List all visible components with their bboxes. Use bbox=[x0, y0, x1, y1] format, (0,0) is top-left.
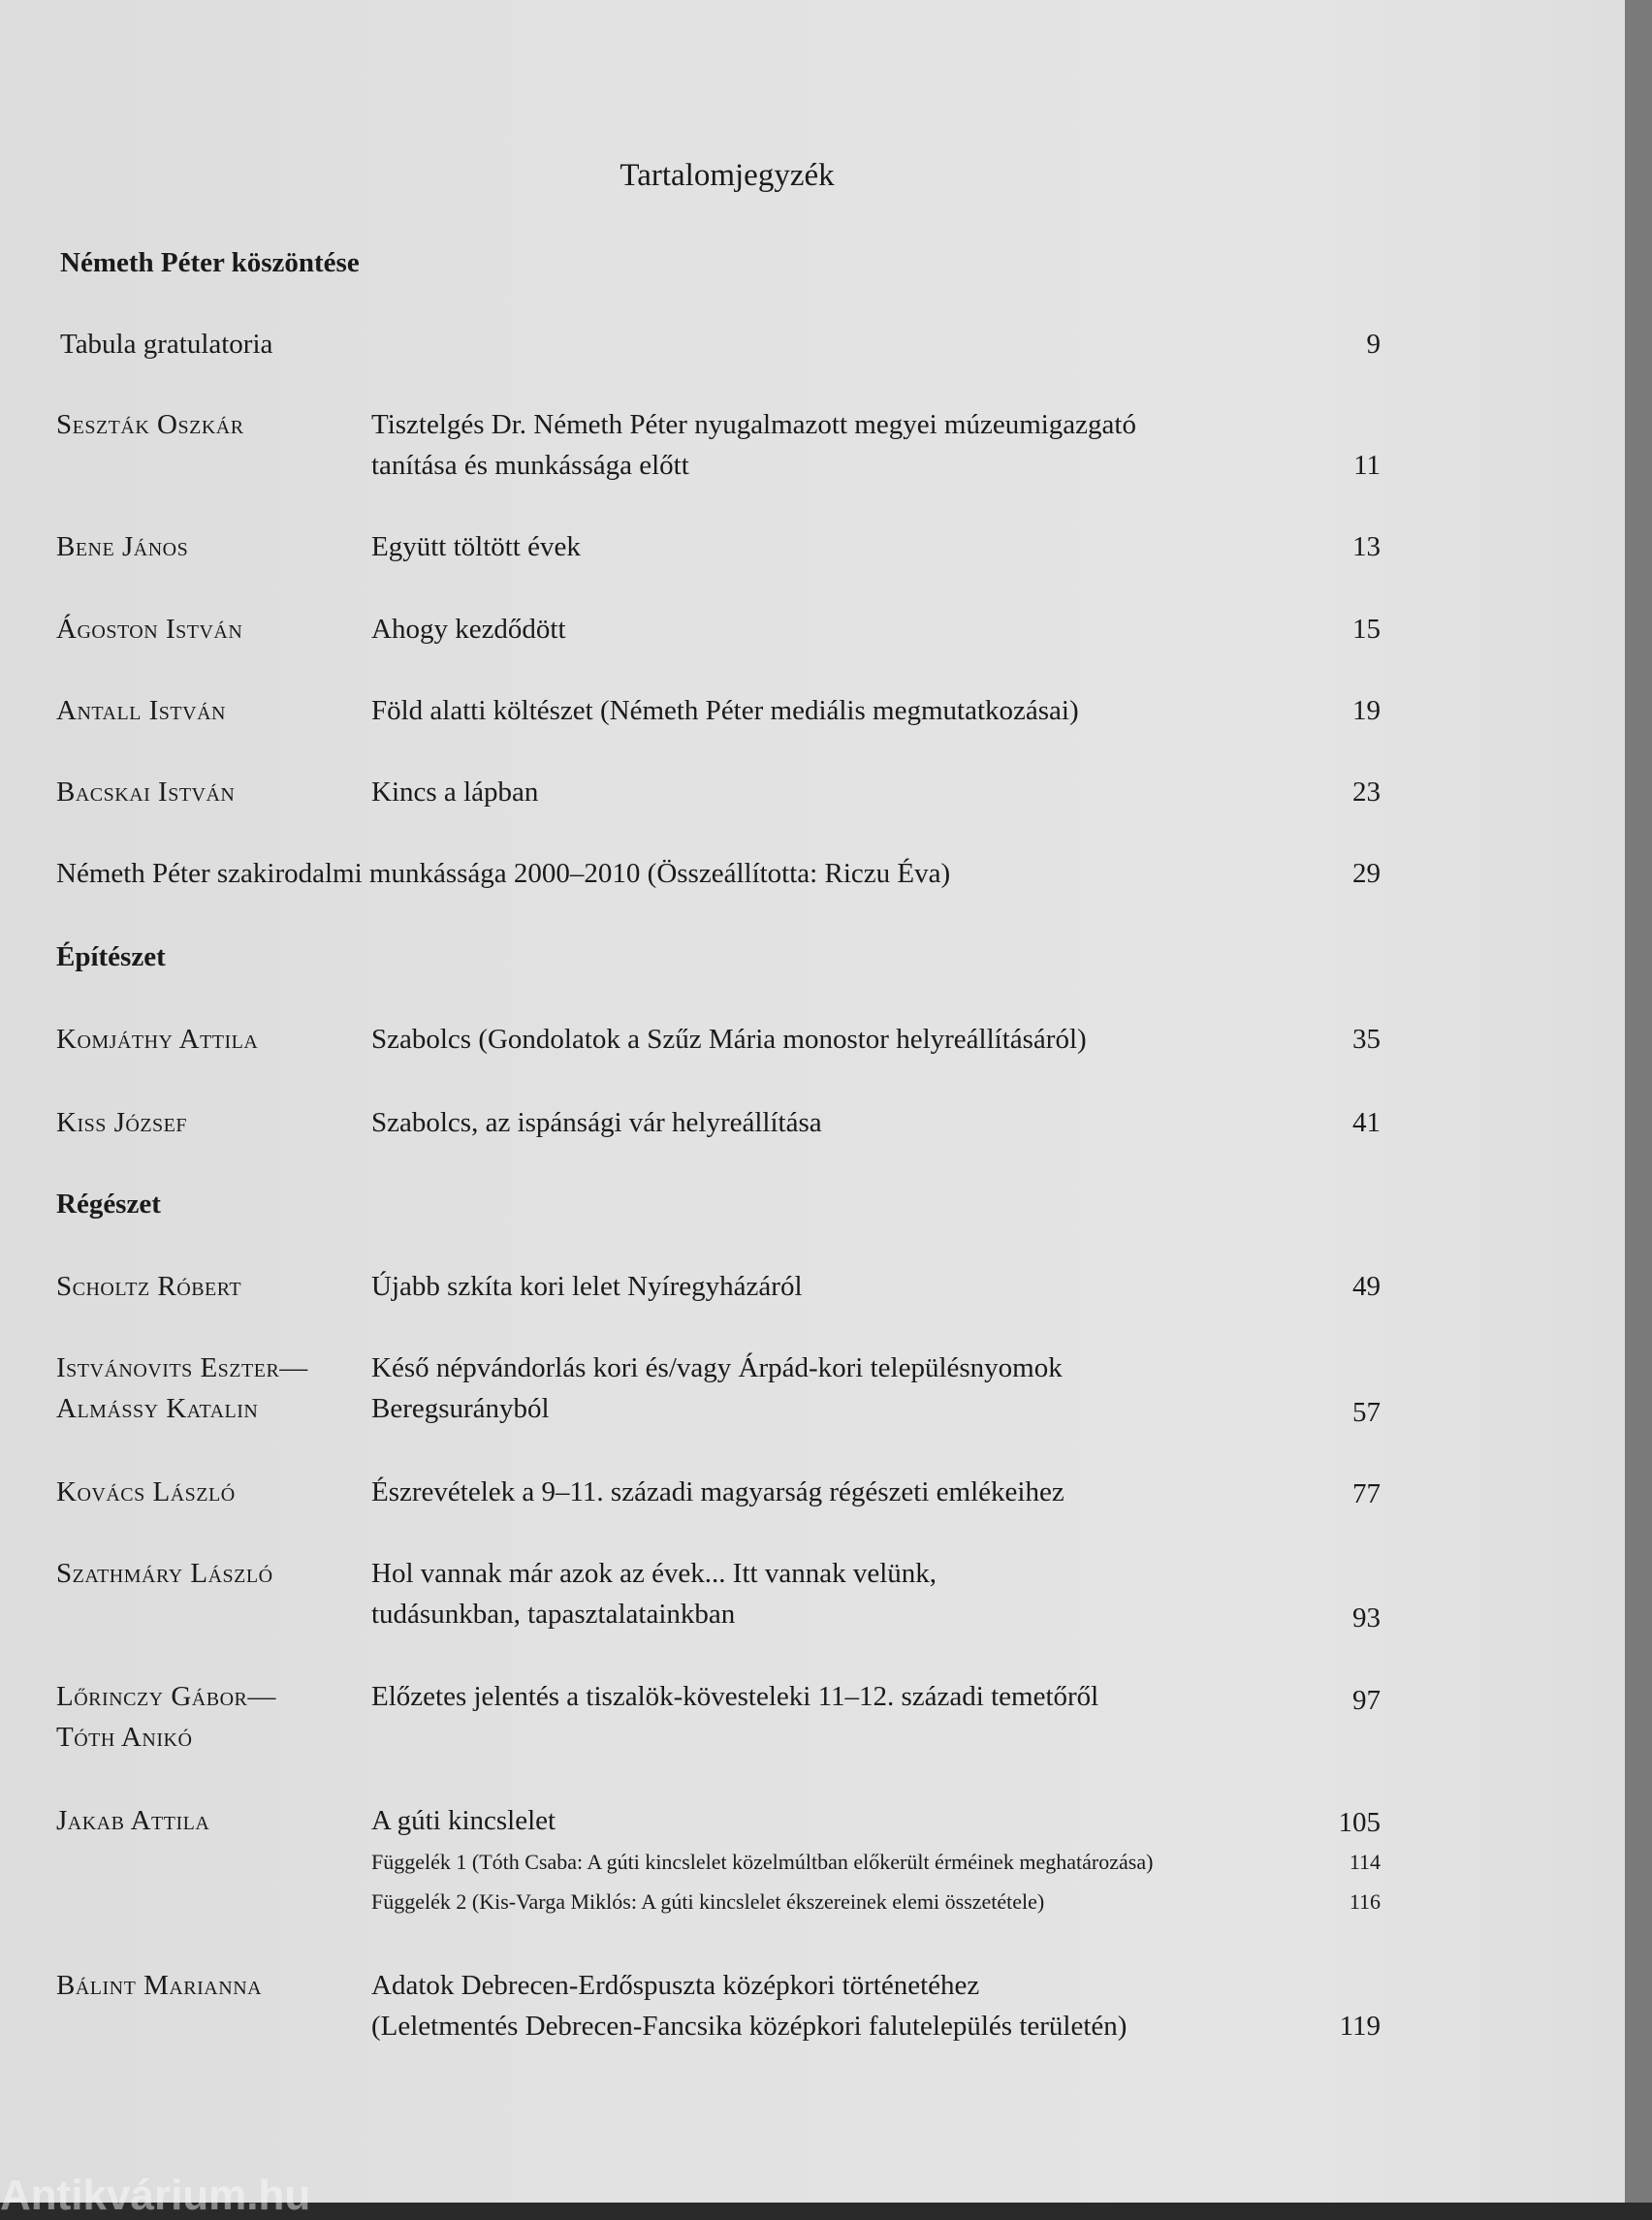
entry-page: 93 bbox=[1352, 1602, 1381, 1633]
page-title: Tartalomjegyzék bbox=[620, 158, 835, 193]
entry-page: 41 bbox=[1352, 1107, 1381, 1138]
entry-title-line2: tudásunkban, tapasztalatainkban bbox=[371, 1599, 736, 1630]
entry-page: 11 bbox=[1353, 450, 1381, 481]
entry-page: 9 bbox=[1366, 329, 1381, 360]
section-heading: Építészet bbox=[56, 941, 166, 972]
entry-author: Ágoston István bbox=[56, 614, 243, 645]
entry-author: Bene János bbox=[56, 531, 189, 562]
entry-author: Istvánovits Eszter— bbox=[56, 1352, 308, 1383]
entry-title: Újabb szkíta kori lelet Nyíregyházáról bbox=[371, 1271, 803, 1302]
entry-page: 119 bbox=[1339, 2011, 1381, 2042]
entry-title: Szabolcs, az ispánsági vár helyreállítása bbox=[371, 1107, 822, 1138]
appendix-page: 114 bbox=[1349, 1850, 1381, 1874]
entry-page: 49 bbox=[1352, 1271, 1381, 1302]
entry-page: 23 bbox=[1352, 777, 1381, 808]
entry-author: Seszták Oszkár bbox=[56, 409, 244, 440]
section-heading: Régészet bbox=[56, 1189, 161, 1220]
entry-title: Tisztelgés Dr. Németh Péter nyugalmazott megyei múzeumigazgató bbox=[371, 409, 1136, 440]
entry-title: Ahogy kezdődött bbox=[371, 614, 566, 645]
entry-page: 35 bbox=[1352, 1024, 1381, 1055]
entry-title: Szabolcs (Gondolatok a Szűz Mária monostor helyreállításáról) bbox=[371, 1024, 1087, 1055]
entry-title: Adatok Debrecen-Erdőspuszta középkori történetéhez bbox=[371, 1970, 980, 2001]
entry-title: Hol vannak már azok az évek... Itt vannak velünk, bbox=[371, 1558, 937, 1589]
appendix-title: Függelék 2 (Kis-Varga Miklós: A gúti kincslelet ékszereinek elemi összetétele) bbox=[371, 1889, 1045, 1914]
entry-title: A gúti kincslelet bbox=[371, 1805, 556, 1836]
book-edge bbox=[1625, 0, 1652, 2203]
entry-page: 105 bbox=[1338, 1807, 1381, 1838]
entry-author: Lőrinczy Gábor— bbox=[56, 1681, 276, 1712]
entry-title: Együtt töltött évek bbox=[371, 531, 581, 562]
watermark: Antikvárium.hu bbox=[0, 2172, 311, 2219]
entry-author: Jakab Attila bbox=[56, 1805, 210, 1836]
entry-page: 77 bbox=[1352, 1478, 1381, 1509]
entry-author: Kiss József bbox=[56, 1107, 188, 1138]
entry-title: Kincs a lápban bbox=[371, 777, 539, 808]
entry-page: 19 bbox=[1352, 695, 1381, 726]
entry-author-line2: Tóth Anikó bbox=[56, 1722, 193, 1753]
entry-title: Késő népvándorlás kori és/vagy Árpád-kori településnyomok bbox=[371, 1352, 1063, 1383]
entry-author: Antall István bbox=[56, 695, 226, 726]
entry-author: Bálint Marianna bbox=[56, 1970, 263, 2001]
entry-author: Kovács László bbox=[56, 1476, 236, 1507]
entry-title: Németh Péter szakirodalmi munkássága 2000–2010 (Összeállította: Riczu Éva) bbox=[56, 858, 951, 889]
entry-author-line2: Almássy Katalin bbox=[56, 1393, 259, 1424]
entry-title: Észrevételek a 9–11. századi magyarság régészeti emlékeihez bbox=[371, 1476, 1064, 1507]
entry-author: Szathmáry László bbox=[56, 1558, 273, 1589]
entry-title: Előzetes jelentés a tiszalök-kövesteleki 11–12. századi temetőről bbox=[371, 1681, 1099, 1712]
appendix-page: 116 bbox=[1349, 1889, 1381, 1914]
entry-page: 57 bbox=[1352, 1397, 1381, 1428]
entry-page: 15 bbox=[1352, 614, 1381, 645]
entry-author: Scholtz Róbert bbox=[56, 1271, 242, 1302]
entry-title: Tabula gratulatoria bbox=[60, 329, 273, 360]
entry-title-line2: tanítása és munkássága előtt bbox=[371, 450, 689, 481]
section-heading: Németh Péter köszöntése bbox=[60, 247, 360, 278]
entry-author: Komjáthy Attila bbox=[56, 1024, 259, 1055]
entry-title-line2: (Leletmentés Debrecen-Fancsika középkori falutelepülés területén) bbox=[371, 2011, 1128, 2042]
entry-page: 13 bbox=[1352, 531, 1381, 562]
entry-title: Föld alatti költészet (Németh Péter mediális megmutatkozásai) bbox=[371, 695, 1079, 726]
entry-page: 97 bbox=[1352, 1685, 1381, 1716]
entry-title-line2: Beregsurányból bbox=[371, 1393, 550, 1424]
entry-page: 29 bbox=[1352, 858, 1381, 889]
entry-author: Bacskai István bbox=[56, 777, 236, 808]
appendix-title: Függelék 1 (Tóth Csaba: A gúti kincslelet közelmúltban előkerült érméinek meghatározása) bbox=[371, 1850, 1154, 1874]
